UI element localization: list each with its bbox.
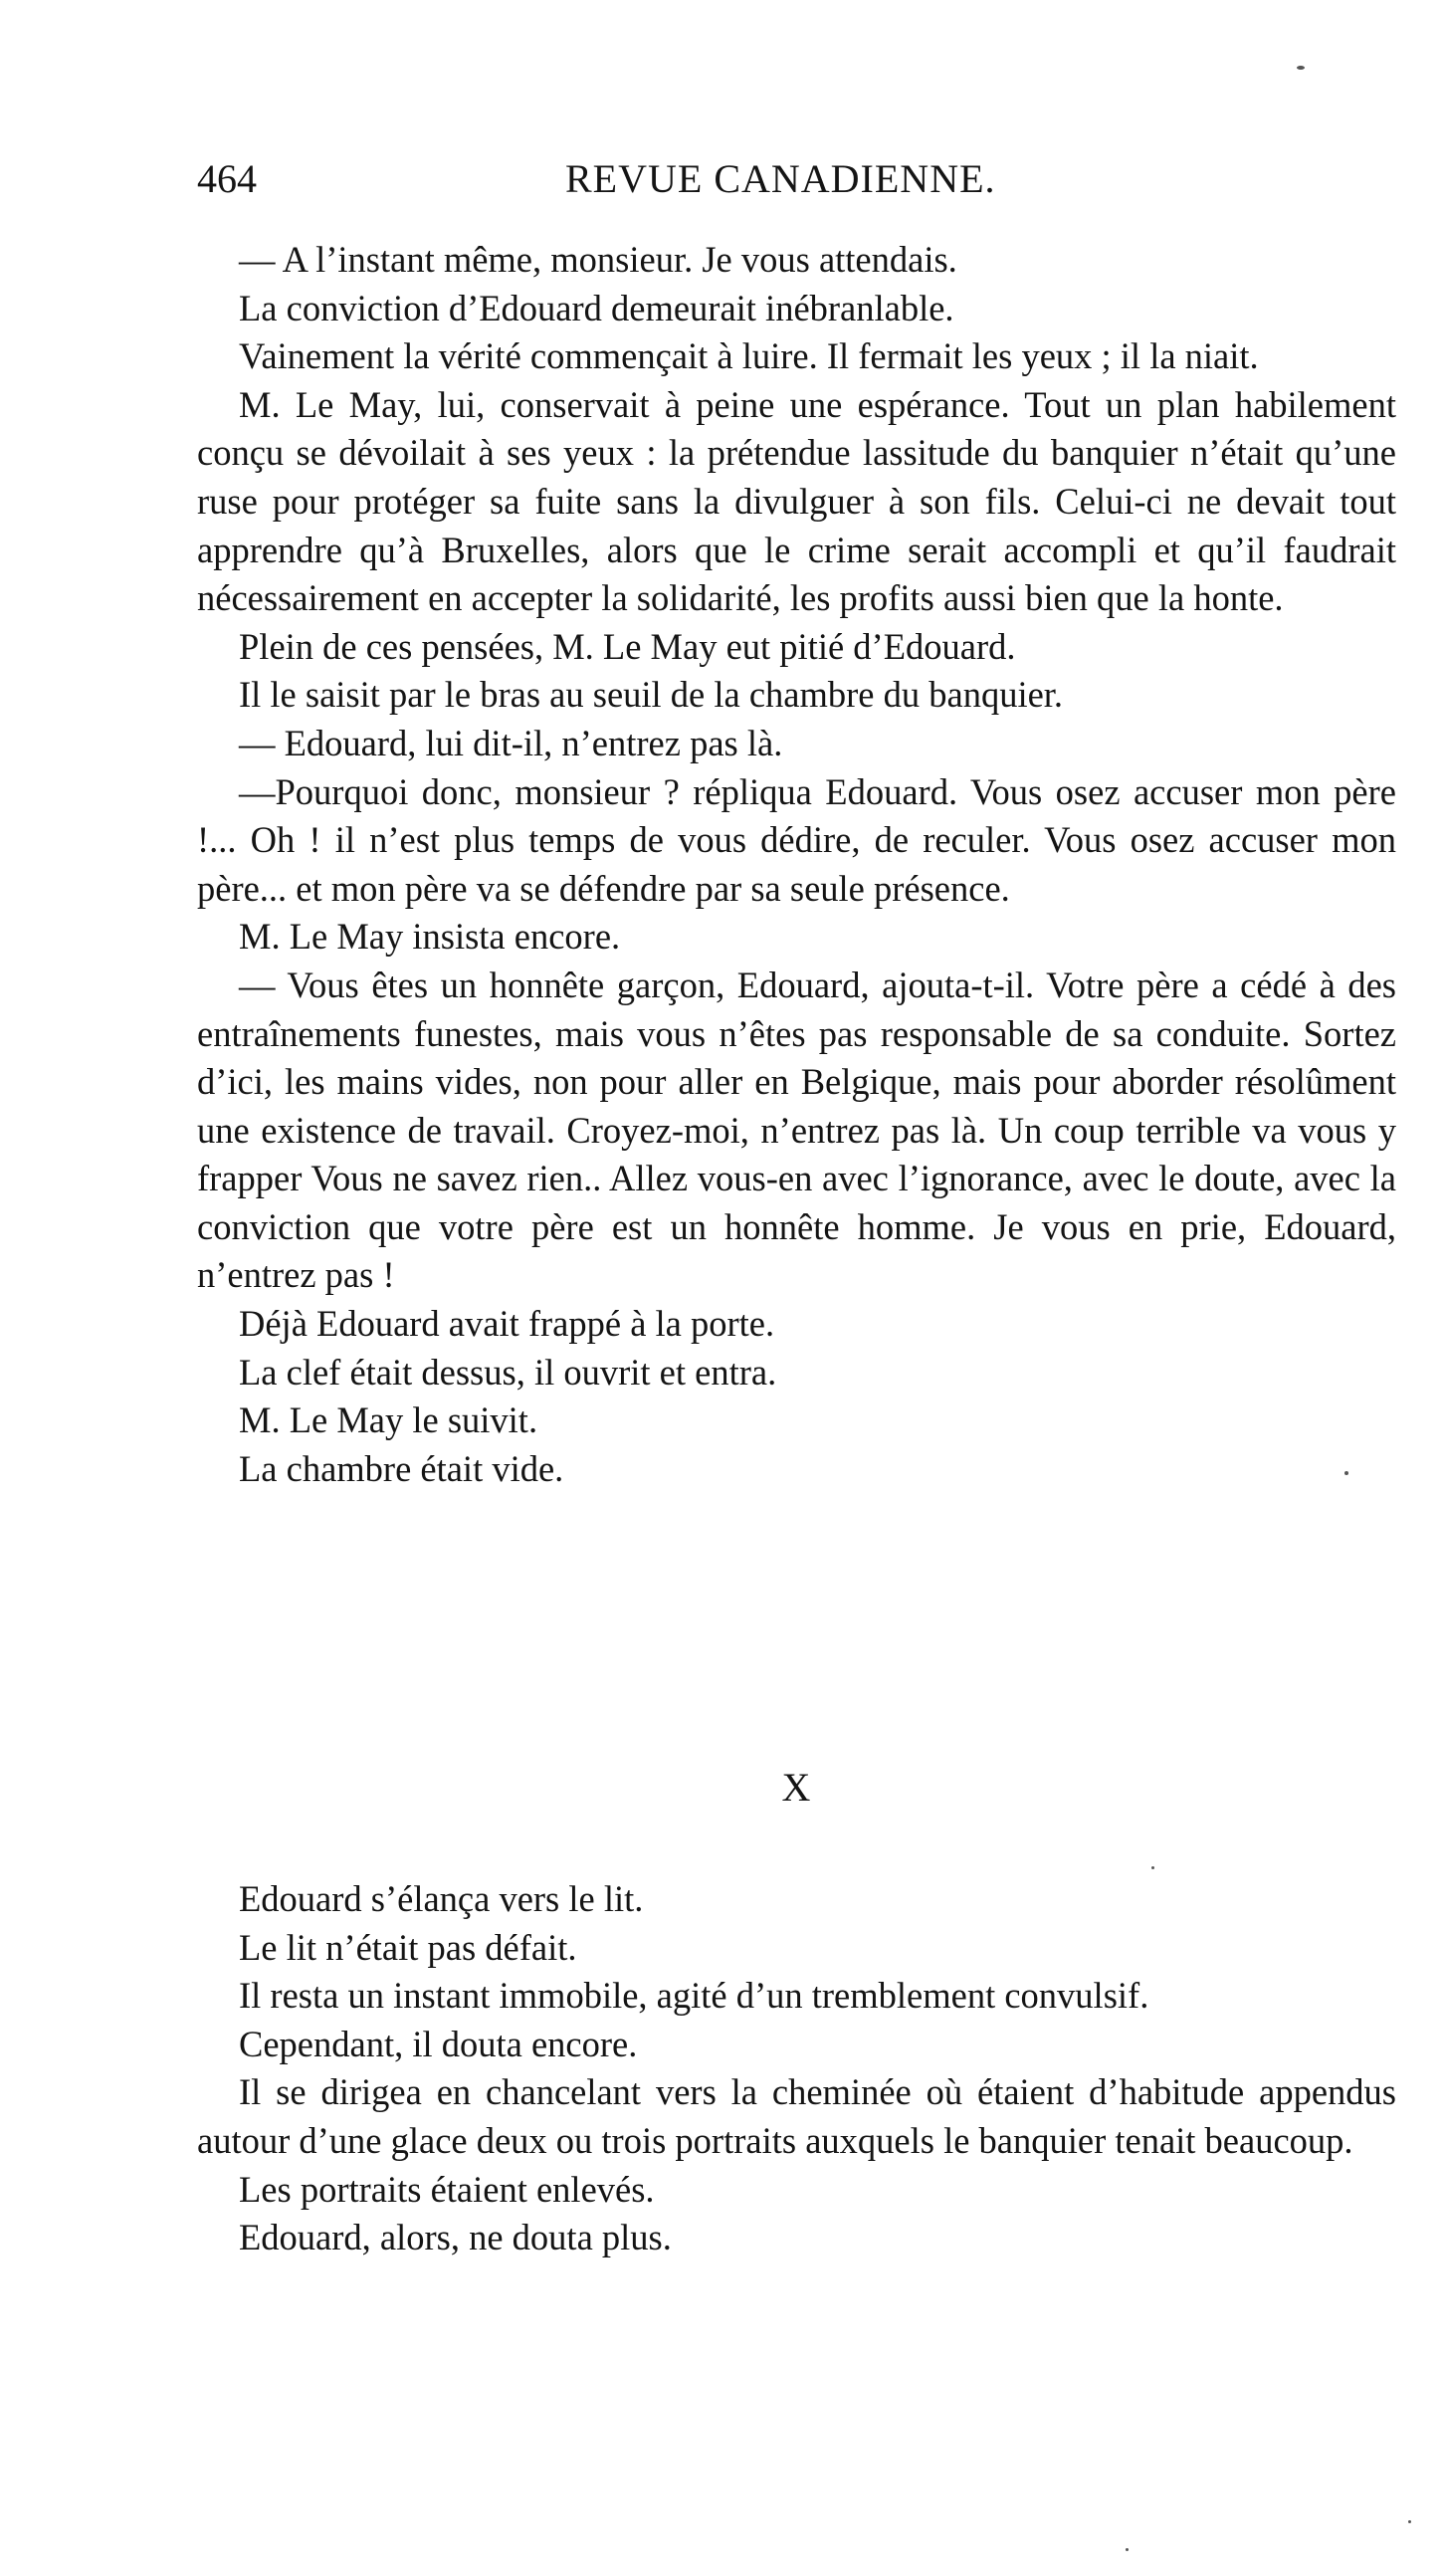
paragraph: Il se dirigea en chancelant vers la cheminée où étaient d’habitude appendus autour d’une glace deux ou trois portraits auxquels le banquier tenait beaucoup. xyxy=(197,2071,1396,2161)
paragraph: Edouard s’élança vers le lit. xyxy=(239,1878,644,1919)
paragraph: Il resta un instant immobile, agité d’un tremblement convulsif. xyxy=(239,1975,1149,2017)
paragraph: Cependant, il douta encore. xyxy=(239,2023,638,2064)
paragraph: M. Le May le suivit. xyxy=(239,1399,538,1441)
paragraph: —Pourquoi donc, monsieur ? répliqua Edouard. Vous osez accuser mon père !... Oh ! il n’est plus temps de vous dédire, de reculer. Vous osez accuser mon père... et mon père va se défendre par sa seule présence. xyxy=(197,770,1396,909)
paragraph: M. Le May insista encore. xyxy=(239,916,621,958)
running-title: REVUE CANADIENNE. xyxy=(565,156,996,201)
scan-speck xyxy=(1297,66,1305,70)
paragraph: — Vous êtes un honnête garçon, Edouard, ajouta-t-il. Votre père a cédé à des entraînements funestes, mais vous n’êtes pas responsable de sa conduite. Sortez d’ici, les mains vides, non pour aller en Belgique, mais pour aborder résolûment une existence de travail. Croyez-moi, n’entrez pas là. Un coup terrible va vous y frapper Vous ne savez rien.. Allez vous-en avec l’ignorance, avec le doute, avec la conviction que votre père est un honnête homme. Je vous en prie, Edouard, n’entrez pas ! xyxy=(197,964,1396,1296)
paragraph: Déjà Edouard avait frappé à la porte. xyxy=(239,1303,775,1345)
scan-speck xyxy=(1126,2548,1129,2551)
scan-speck xyxy=(1344,1471,1348,1475)
section-heading: X xyxy=(781,1765,811,1810)
chapter-text-before-section xyxy=(197,236,1396,1493)
page-number: 464 xyxy=(197,156,257,201)
paragraph: — A l’instant même, monsieur. Je vous attendais. xyxy=(239,239,957,280)
paragraph: Edouard, alors, ne douta plus. xyxy=(239,2217,672,2258)
paragraph: Le lit n’était pas défait. xyxy=(239,1926,577,1968)
scan-speck xyxy=(1408,2520,1411,2523)
paragraph: La chambre était vide. xyxy=(239,1447,564,1489)
paragraph: Il le saisit par le bras au seuil de la chambre du banquier. xyxy=(239,674,1064,716)
paragraph: Vainement la vérité commençait à luire. Il fermait les yeux ; il la niait. xyxy=(239,335,1259,377)
paragraph: M. Le May, lui, conservait à peine une espérance. Tout un plan habilement conçu se dévoilait à ses yeux : la prétendue lassitude du banquier n’était qu’une ruse pour protéger sa fuite sans la divulguer à son fils. Celui-ci ne devait tout apprendre qu’à Bruxelles, alors que le crime serait accompli et qu’il faudrait nécessairement en accepter la solidarité, les profits aussi bien que la honte. xyxy=(197,383,1396,619)
section-x-text xyxy=(197,1875,1396,2262)
paragraph: Plein de ces pensées, M. Le May eut pitié d’Edouard. xyxy=(239,625,1016,667)
paragraph: — Edouard, lui dit-il, n’entrez pas là. xyxy=(239,722,783,763)
paragraph: La clef était dessus, il ouvrit et entra. xyxy=(239,1351,777,1393)
scan-speck xyxy=(1151,1866,1154,1869)
paragraph: Les portraits étaient enlevés. xyxy=(239,2168,655,2210)
page-header xyxy=(197,149,1401,209)
paragraph: La conviction d’Edouard demeurait inébranlable. xyxy=(239,287,954,328)
